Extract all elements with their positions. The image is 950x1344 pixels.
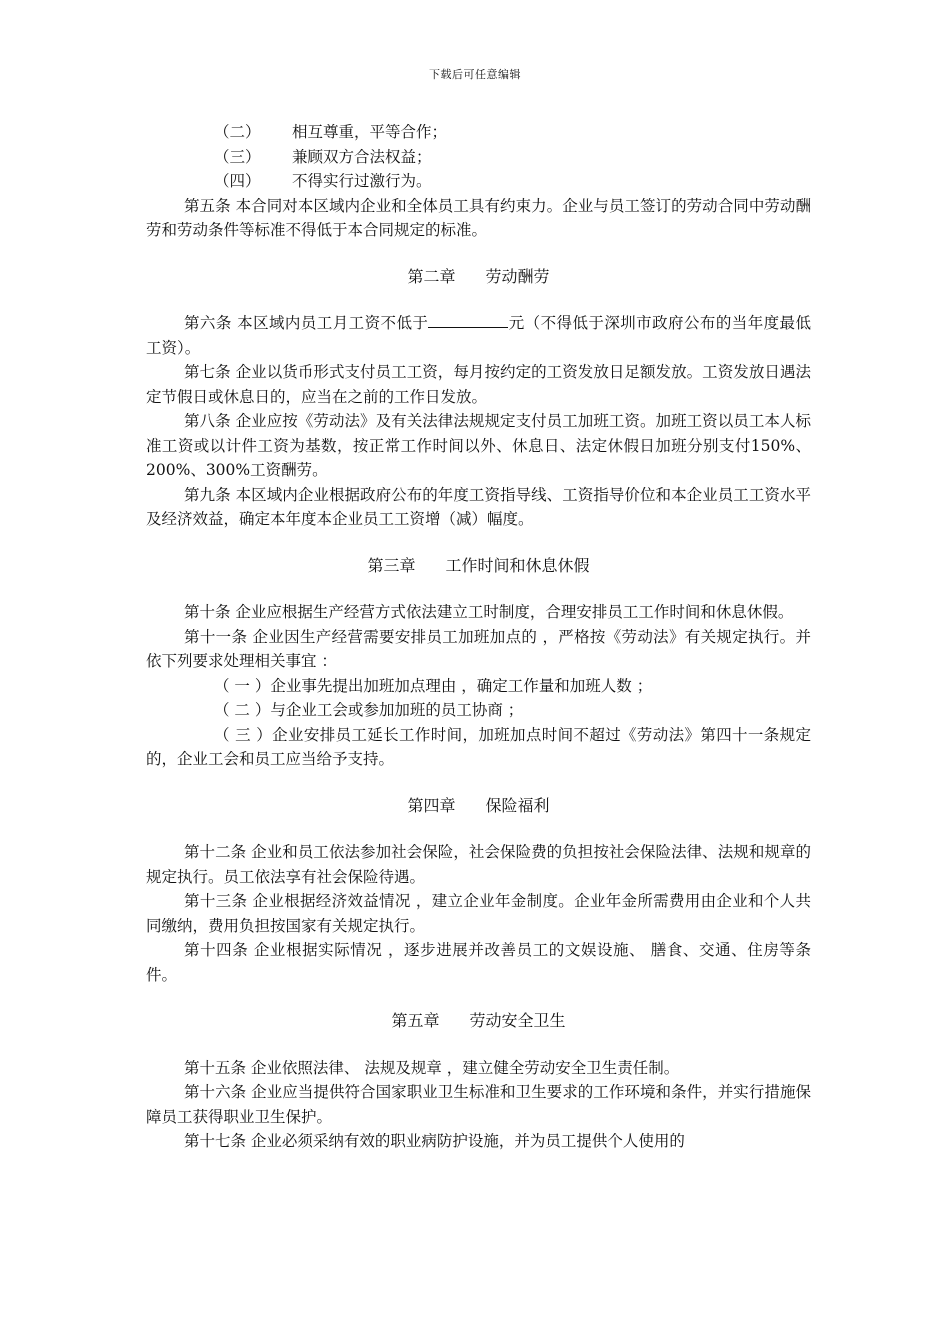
article-5: 第五条 本合同对本区域内企业和全体员工具有约束力。企业与员工签订的劳动合同中劳动酬劳和劳动条件等标准不得低于本合同规定的标准。 — [146, 196, 811, 239]
list-item: （ 一 ）企业事先提出加班加点理由 ，确定工作量和加班人数 ； — [214, 676, 653, 695]
list-marker: （四） — [214, 172, 261, 190]
chapter-3-heading — [146, 554, 811, 579]
article-14: 第十四条 企业根据实际情况 ，逐步进展并改善员工的文娱设施、 膳食、交通、住房等条件。 — [146, 941, 811, 984]
list-text: 相互尊重，平等合作； — [292, 123, 448, 141]
chapter-4-heading — [146, 794, 811, 819]
fill-in-blank — [428, 313, 508, 328]
article-11: 第十一条 企业因生产经营需要安排员工加班加点的 ，严格按《劳动法》有关规定执行。并依下列要求处理相关事宜 ： — [146, 627, 811, 670]
article-15: 第十五条 企业依照法律、 法规及规章 ，建立健全劳动安全卫生责任制。 — [184, 1058, 680, 1077]
list-item: （ 二 ）与企业工会或参加加班的员工协商 ； — [214, 701, 524, 719]
article-9: 第九条 本区域内企业根据政府公布的年度工资指导线、工资指导价位和本企业员工工资水平及经济效益，确定本年度本企业员工工资增（减）幅度。 — [146, 485, 811, 528]
list-item — [146, 145, 811, 170]
article-8: 第八条 企业应按《劳动法》及有关法律法规规定支付员工加班工资。加班工资以员工本人标准工资或以计件工资为基数，按正常工作时间以外、休息日、法定休假日加班分别支付150%、200%、300%工资酬劳。 — [146, 412, 811, 479]
article-6-text-after: 元（不得低于深圳市政府公布的当年度最低工资）。 — [146, 314, 811, 357]
list-marker: （二） — [214, 123, 261, 141]
document-body — [146, 120, 811, 1154]
page-header: 下载后可任意编辑 — [429, 68, 521, 81]
article-6-text-before: 第六条 本区域内员工月工资不低于 — [184, 314, 429, 332]
article-10: 第十条 企业应根据生产经营方式依法建立工时制度，合理安排员工工作时间和休息休假。 — [184, 603, 794, 621]
chapter-title: 劳动安全卫生 — [469, 1011, 566, 1030]
chapter-5-heading — [146, 1009, 811, 1034]
list-text: 不得实行过激行为。 — [292, 172, 432, 190]
list-item — [146, 120, 811, 145]
article-16: 第十六条 企业应当提供符合国家职业卫生标准和卫生要求的工作环境和条件，并实行措施保障员工获得职业卫生保护。 — [146, 1083, 811, 1126]
chapter-2-heading — [146, 265, 811, 290]
article-17: 第十七条 企业必须采纳有效的职业病防护设施，并为员工提供个人使用的 — [184, 1132, 685, 1150]
list-marker: （三） — [214, 147, 261, 166]
article-12: 第十二条 企业和员工依法参加社会保险，社会保险费的负担按社会保险法律、法规和规章的规定执行。员工依法享有社会保险待遇。 — [146, 843, 811, 886]
article-6 — [146, 311, 811, 360]
article-13: 第十三条 企业根据经济效益情况 ，建立企业年金制度。企业年金所需费用由企业和个人共同缴纳，费用负担按国家有关规定执行。 — [146, 892, 811, 935]
chapter-number: 第五章 — [391, 1011, 440, 1030]
chapter-number: 第三章 — [367, 555, 416, 575]
chapter-title: 工作时间和休息休假 — [445, 555, 590, 575]
list-text: 兼顾双方合法权益； — [292, 147, 432, 166]
chapter-title: 劳动酬劳 — [485, 266, 550, 286]
chapter-title: 保险福利 — [485, 795, 550, 815]
chapter-number: 第二章 — [407, 266, 456, 286]
list-item: （ 三 ）企业安排员工延长工作时间，加班加点时间不超过《劳动法》第四十一条规定的，企业工会和员工应当给予支持。 — [146, 725, 811, 768]
list-item — [146, 169, 811, 194]
article-7: 第七条 企业以货币形式支付员工工资，每月按约定的工资发放日足额发放。工资发放日遇法定节假日或休息日的，应当在之前的工作日发放。 — [146, 363, 811, 406]
chapter-number: 第四章 — [407, 795, 456, 815]
